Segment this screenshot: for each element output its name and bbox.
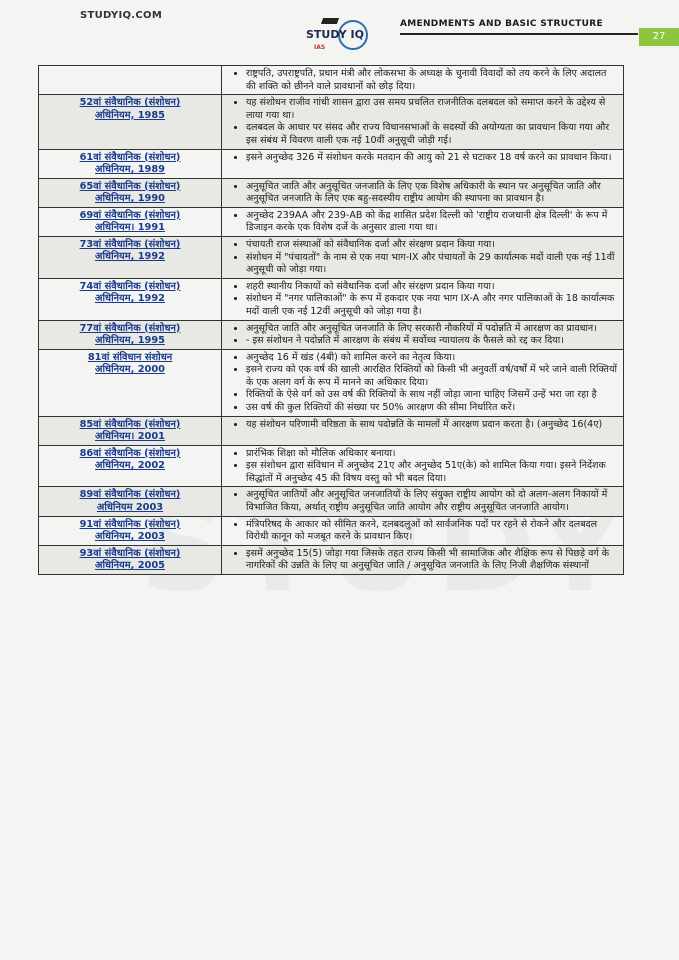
bullet-item: • मंत्रिपरिषद के आकार को सीमित करने, दलबदलुओं को सार्वजनिक पदों पर रहने से रोकने और दलबदल विरोधी कानून को मजबूत करने के प्रावधान किए। [246,519,617,544]
amendment-details-cell [222,279,623,320]
table-row [39,179,623,208]
bullet-list [234,352,617,415]
bullet-item: • अनुसूचित जातियों और अनुसूचित जनजातियों के लिए संयुक्त राष्ट्रीय आयोग को दो अलग-अलग निकायों में विभाजित किया, अर्थात् राष्ट्रीय अनुसूचित जाति आयोग और राष्ट्रीय अनुसूचित जनजाति आयोग। [246,489,617,514]
amendment-act-year: अधिनियम, 1995 [95,335,165,346]
table-row [39,150,623,179]
amendment-details-cell [222,487,623,515]
amendment-title-cell [39,517,222,545]
amendment-name: 89वां संवैधानिक (संशोधन) [79,489,181,501]
logo-subtext: IAS [314,44,326,51]
amendment-title-cell [39,179,222,207]
bullet-item: • यह संशोधन राजीव गांधी शासन द्वारा उस समय प्रचलित राजनीतिक दलबदल को समाप्त करने के उद्देश्य से लाया गया था। [246,97,617,122]
bullet-item: • प्रारंभिक शिक्षा को मौलिक अधिकार बनाया। [246,448,617,461]
bullet-item: • राष्ट्रपति, उपराष्ट्रपति, प्रधान मंत्री और लोकसभा के अध्यक्ष के चुनावी विवादों को तय करने के लिए अदालत की शक्ति को छीनने वाले प्रावधानों को छोड़ दिया। [246,68,617,93]
bullet-item: • अनुच्छेद 239AA और 239-AB को केंद्र शासित प्रदेश दिल्ली को 'राष्ट्रीय राजधानी क्षेत्र दिल्ली' के रूप में डिजाइन करके एक विशेष दर्जे के अनुसार डाला गया था। [246,210,617,235]
amendment-act-year: अधिनियम, 1992 [95,293,165,305]
bullet-list [234,419,617,432]
amendment-act-year: अधिनियम, 2005 [95,560,165,572]
document-title: AMENDMENTS AND BASIC STRUCTURE [400,19,603,29]
amendment-name: 69वां संवैधानिक (संशोधन) [79,209,181,221]
bullet-list [234,448,617,486]
table-row [39,208,623,237]
amendment-details-cell [222,66,623,94]
bullet-list [234,519,617,544]
amendment-title-cell [39,446,222,487]
page-number: 27 [639,28,679,46]
header-rule [400,33,638,35]
bullet-item: • शहरी स्थानीय निकायों को संवैधानिक दर्जा और संरक्षण प्रदान किया गया। [246,281,617,294]
amendment-details-cell [222,208,623,236]
amendment-act-year: अधिनियम, 2003 [95,531,165,543]
amendment-details-cell [222,95,623,148]
bullet-item: • इसने राज्य को एक वर्ष की खाली आरक्षित रिक्तियों को किसी भी अनुवर्ती वर्ष/वर्षों में भरे जाने वाली रिक्तियों के एक अलग वर्ग के रूप में मानने का अधिकार दिया। [246,364,617,389]
amendment-title-cell [39,350,222,416]
amendment-details-cell [222,237,623,278]
bullet-list [234,210,617,235]
bullet-item: • यह संशोधन परिणामी वरिष्ठता के साथ पदोन्नति के मामलों में आरक्षण प्रदान करता है। (अनुच्छेद 16(4ए) [246,419,617,432]
studyiq-logo [300,18,380,52]
amendment-title-cell [39,546,222,574]
table-row [39,446,623,488]
amendment-details-cell [222,546,623,574]
bullet-item: • अनुच्छेद 16 में खंड (4बी) को शामिल करने का नेतृत्व किया। [246,352,617,365]
brand-text: STUDYIQ.COM [80,10,163,21]
amendment-title-cell [39,150,222,178]
bullet-list [234,548,617,573]
amendment-name: 91वां संवैधानिक (संशोधन) [79,518,181,530]
amendment-act-year: अधिनियम, 1985 [95,109,165,121]
amendment-title-cell [39,208,222,236]
table-row [39,350,623,417]
amendment-act-year: अधिनियम 2003 [96,501,164,513]
bullet-item: • उस वर्ष की कुल रिक्तियों की संख्या पर 50% आरक्षण की सीमा निर्धारित करें। [246,402,617,415]
amendment-title-cell [39,237,222,278]
amendment-act-year: अधिनियम, 1992 [95,251,165,263]
amendment-name: 61वां संवैधानिक (संशोधन) [79,151,181,163]
bullet-item: • इसमें अनुच्छेद 15(5) जोड़ा गया जिसके तहत राज्य किसी भी सामाजिक और शैक्षिक रूप से पिछड़े वर्ग के नागरिकों की उन्नति के लिए या अनुसूचित जाति / अनुसूचित जनजाति के लिए निजी शैक्षणिक संस्थानों [246,548,617,573]
bullet-item: • - इस संशोधन ने पदोन्नति में आरक्षण के संबंध में सर्वोच्च न्यायालय के फैसले को रद्द कर दिया। [246,335,617,348]
amendment-details-cell [222,350,623,416]
bullet-list [234,323,617,348]
amendment-name: 93वां संवैधानिक (संशोधन) [79,547,181,559]
table-row [39,546,623,575]
amendment-details-cell [222,321,623,349]
amendment-act-year: अधिनियम। 2001 [95,431,165,443]
table-row [39,66,623,95]
bullet-list [234,239,617,277]
amendment-act-year: अधिनियम, 1990 [95,193,165,205]
amendment-act-year: अधिनियम, 2000 [95,364,165,376]
bullet-list [234,281,617,319]
table-row [39,321,623,350]
amendment-name: 73वां संवैधानिक (संशोधन) [79,238,181,250]
table-row [39,237,623,279]
amendment-act-year: अधिनियम। 1991 [95,222,165,234]
amendment-title-cell [39,487,222,515]
amendment-title-cell [39,279,222,320]
amendment-name: 65वां संवैधानिक (संशोधन) [79,180,181,192]
amendment-details-cell [222,517,623,545]
table-row [39,279,623,321]
amendment-name: 52वां संवैधानिक (संशोधन) [79,97,181,109]
amendment-title-cell [39,95,222,148]
amendment-title-cell [39,321,222,349]
table-row [39,487,623,516]
bullet-list [234,152,617,165]
amendment-name: 74वां संवैधानिक (संशोधन) [79,280,181,292]
bullet-item: • रिक्तियों के ऐसे वर्ग को उस वर्ष की रिक्तियों के साथ नहीं जोड़ा जाना चाहिए जिसमें उन्हें भरा जा रहा है [246,389,617,402]
amendment-details-cell [222,446,623,487]
amendment-title-cell [39,66,222,94]
amendment-name: 81वां संविधान संशोधन [87,351,173,363]
page-header [0,0,679,62]
amendment-details-cell [222,150,623,178]
amendment-act-year: अधिनियम, 2002 [95,460,165,472]
logo-text: STUDY IQ [306,28,364,41]
bullet-item: • पंचायती राज संस्थाओं को संवैधानिक दर्जा और संरक्षण प्रदान किया गया। [246,239,617,252]
amendment-details-cell [222,179,623,207]
bullet-item: • संशोधन में "नगर पालिकाओं" के रूप में हकदार एक नया भाग IX-A और नगर पालिकाओं के 18 कार्यात्मक मदों वाली एक नई 12वीं अनुसूची को जोड़ा गया है। [246,293,617,318]
bullet-item: • अनुसूचित जाति और अनुसूचित जनजाति के लिए सरकारी नौकरियों में पदोन्नति में आरक्षण का प्रावधान। [246,323,617,336]
amendment-details-cell [222,417,623,445]
table-row [39,95,623,149]
bullet-list [234,68,617,93]
bullet-list [234,97,617,147]
bullet-item: • इसने अनुच्छेद 326 में संशोधन करके मतदान की आयु को 21 से घटाकर 18 वर्ष करने का प्रावधान किया। [246,152,617,165]
bullet-item: • अनुसूचित जाति और अनुसूचित जनजाति के लिए एक विशेष अधिकारी के स्थान पर अनुसूचित जाति और अनुसूचित जनजाति के लिए एक बहु-सदस्यीय राष्ट्रीय आयोग की स्थापना का प्रावधान है। [246,181,617,206]
bullet-item: • दलबदल के आधार पर संसद और राज्य विधानसभाओं के सदस्यों की अयोग्यता का प्रावधान किया गया और इस संबंध में विवरण वाली एक नई 10वीं अनुसूची जोड़ी गई। [246,122,617,147]
amendment-name: 85वां संवैधानिक (संशोधन) [79,418,181,430]
graduation-cap-icon [321,18,339,24]
amendment-act-year: अधिनियम, 1989 [95,164,165,176]
bullet-item: • संशोधन में "पंचायतों" के नाम से एक नया भाग-IX और पंचायतों के 29 कार्यात्मक मदों वाली एक नई 11वीं अनुसूची को जोड़ा गया। [246,252,617,277]
bullet-list [234,181,617,206]
table-row [39,417,623,446]
amendment-title-cell [39,417,222,445]
amendments-table [38,65,624,575]
table-row [39,517,623,546]
amendment-name: 77वां संवैधानिक (संशोधन) [79,322,181,334]
amendment-name: 86वां संवैधानिक (संशोधन) [79,447,181,459]
bullet-list [234,489,617,514]
bullet-item: • इस संशोधन द्वारा संविधान में अनुच्छेद 21ए और अनुच्छेद 51ए(के) को शामिल किया गया। इसने निर्देशक सिद्धांतों में अनुच्छेद 45 की विषय वस्तु को भी बदल दिया। [246,460,617,485]
